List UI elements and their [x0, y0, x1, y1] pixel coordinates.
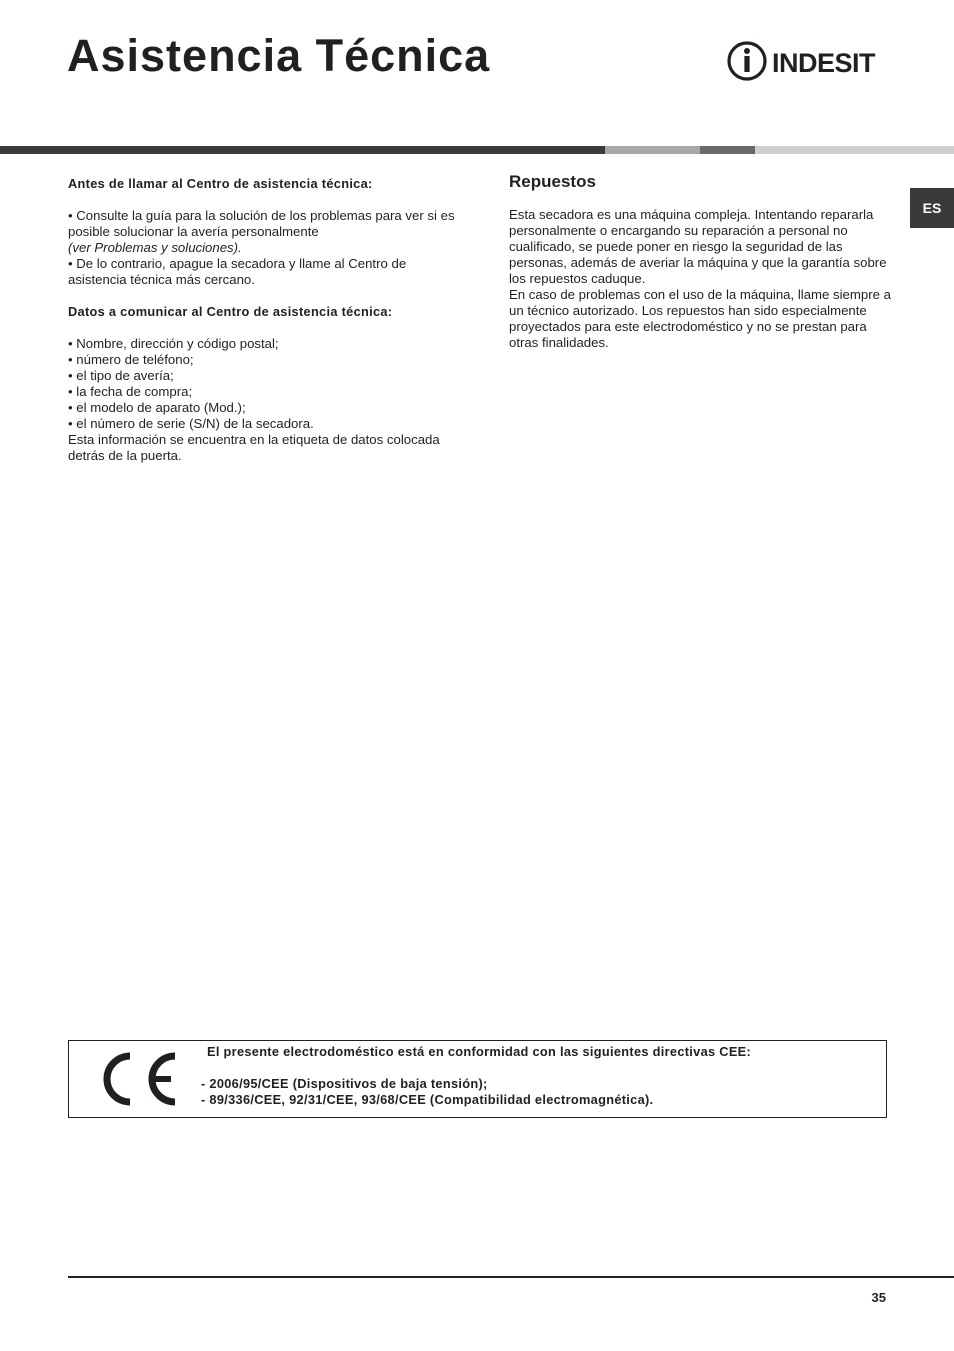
brand-wordmark: INDESIT: [772, 48, 876, 78]
indesit-logo: [726, 40, 888, 82]
paragraph: Esta secadora es una máquina compleja. Intentando repararla personalmente o encargando su reparación a personal no cualificado, se puede poner en riesgo la seguridad de las personas, además de averiar la máquina y que la garantía sobre los repuestos caduque.: [509, 207, 887, 286]
paragraph: Esta información se encuentra en la etiqueta de datos colocada detrás de la puerta.: [68, 432, 440, 463]
left-column: [68, 176, 458, 464]
page-title: Asistencia Técnica: [67, 30, 491, 81]
footer-rule: [68, 1276, 954, 1278]
page-number: 35: [871, 1290, 886, 1305]
header-bar-segment: [0, 146, 605, 154]
paragraph: En caso de problemas con el uso de la máquina, llame siempre a un técnico autorizado. Los repuestos han sido especialmente proyectados para este electrodoméstico y no se prestan para otras finalidades.: [509, 287, 891, 350]
list-item: • la fecha de compra;: [68, 384, 193, 399]
paragraph: [68, 208, 458, 256]
header-bar-segment: [605, 146, 700, 154]
ce-mark-icon: [101, 1050, 181, 1108]
ce-conformity-box: [68, 1040, 887, 1118]
header-bar-segment: [755, 146, 954, 154]
header-bar-segment: [700, 146, 755, 154]
section-heading: Datos a comunicar al Centro de asistencia técnica:: [68, 304, 393, 319]
list-item: • el modelo de aparato (Mod.);: [68, 400, 246, 415]
ce-directives: [201, 1044, 881, 1108]
ce-directive-item: - 2006/95/CEE (Dispositivos de baja tensión);: [201, 1076, 488, 1091]
ce-directive-item: - 89/336/CEE, 92/31/CEE, 93/68/CEE (Compatibilidad electromagnética).: [201, 1092, 654, 1107]
right-column: [509, 172, 893, 351]
list-item: • el tipo de avería;: [68, 368, 174, 383]
cross-reference: (ver Problemas y soluciones).: [68, 240, 242, 255]
paragraph: • De lo contrario, apague la secadora y llame al Centro de asistencia técnica más cercano.: [68, 256, 407, 287]
list-item: • número de teléfono;: [68, 352, 194, 367]
list-item: • el número de serie (S/N) de la secadora.: [68, 416, 314, 431]
section-heading: Antes de llamar al Centro de asistencia técnica:: [68, 176, 373, 191]
ce-intro: El presente electrodoméstico está en conformidad con las siguientes directivas CEE:: [207, 1044, 752, 1059]
list-item: • Nombre, dirección y código postal;: [68, 336, 279, 351]
section-heading: Repuestos: [509, 172, 596, 191]
language-tab: ES: [910, 188, 954, 228]
paragraph-text: • Consulte la guía para la solución de los problemas para ver si es posible solucionar la avería personalmente: [68, 208, 455, 239]
